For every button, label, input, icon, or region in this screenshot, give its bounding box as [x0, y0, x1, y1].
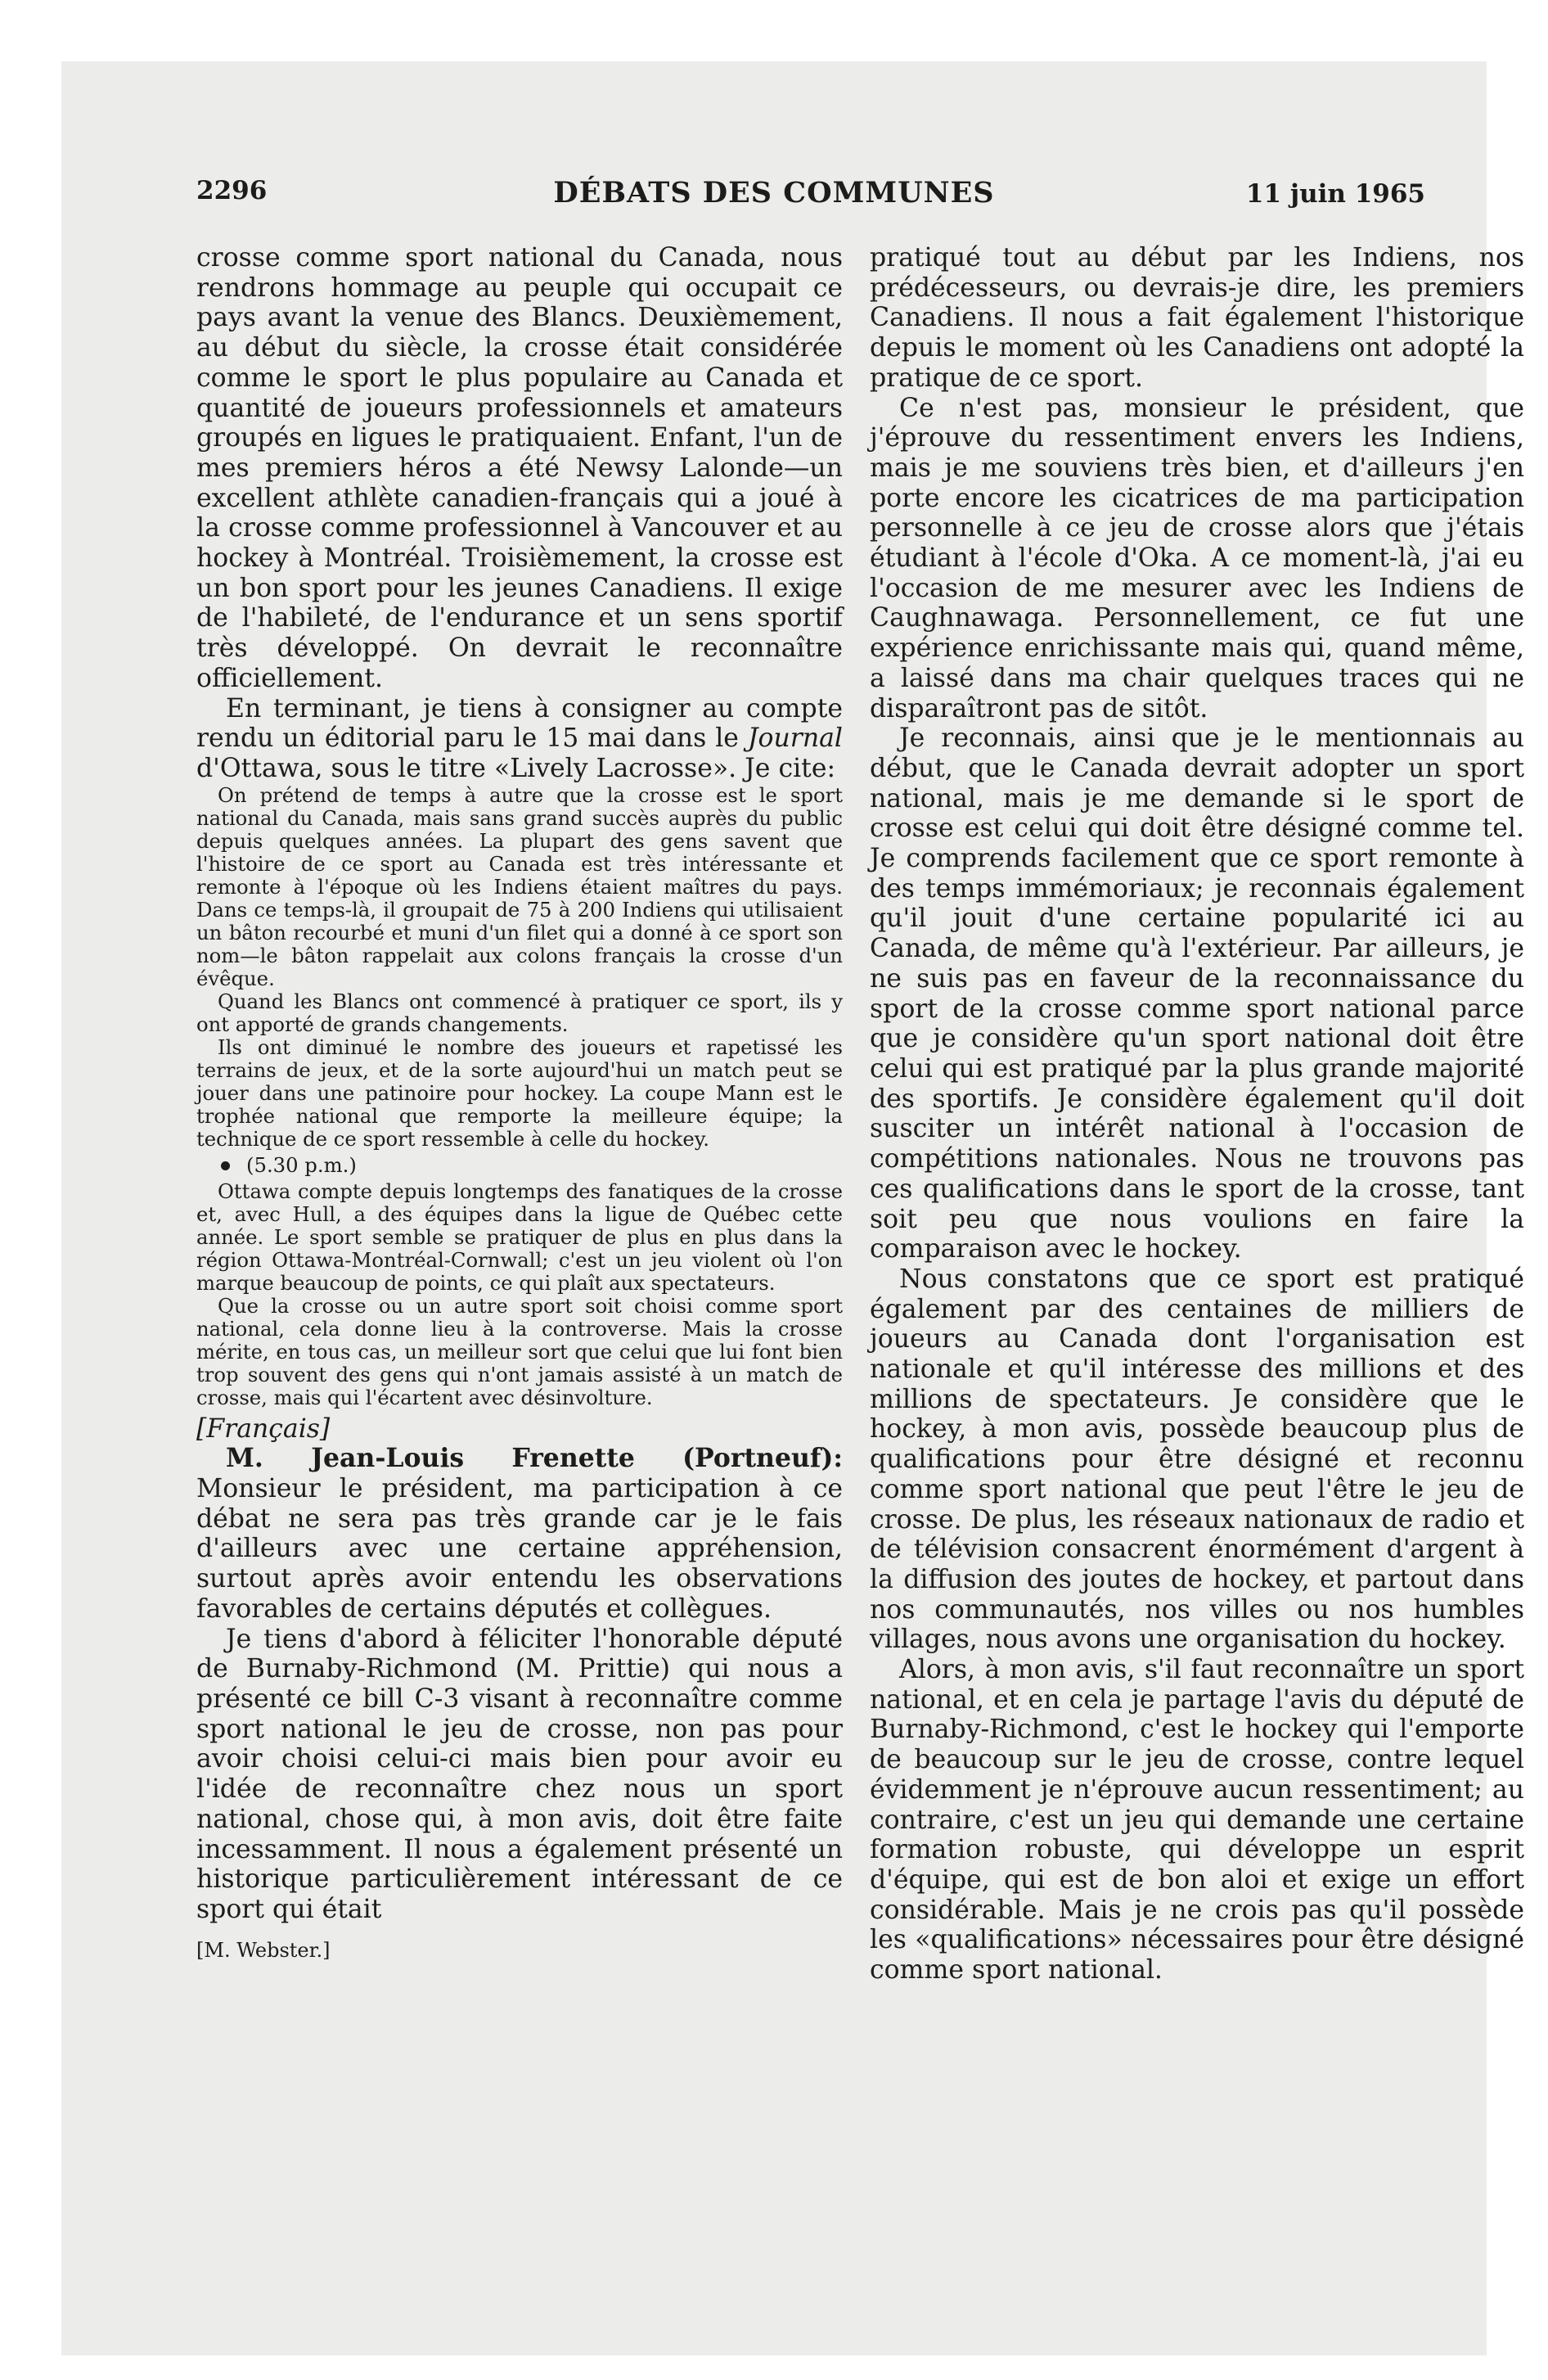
paragraph	[196, 1444, 843, 1624]
journal-title: DÉBATS DES COMMUNES	[553, 176, 995, 210]
speaker-footer: [M. Webster.]	[196, 1938, 331, 1962]
language-tag: [Français]	[196, 1413, 331, 1444]
issue-date: 11 juin 1965	[1245, 179, 1425, 209]
quote-paragraph: Ottawa compte depuis longtemps des fanatiques de la crosse et, avec Hull, a des équipes dans la ligue de Québec cette année. Le sport semble se pratiquer de plus en plus dans la région Ottawa-Montréal-Cornwall; c'est un jeu violent où l'on marque beaucoup de points, ce qui plaît aux spectateurs.	[196, 1179, 843, 1295]
speaker-name: M. Jean-Louis Frenette (Portneuf):	[226, 1443, 843, 1474]
paragraph-text: En terminant, je tiens à consigner au compte rendu un éditorial paru le 15 mai dans le	[196, 693, 843, 754]
quote-paragraph: Quand les Blancs ont commencé à pratiquer ce sport, ils y ont apporté de grands changements.	[196, 989, 843, 1036]
paragraph: Je tiens d'abord à féliciter l'honorable député de Burnaby-Richmond (M. Prittie) qui nous a présenté ce bill C-3 visant à reconnaître comme sport national le jeu de crosse, non pas pour avoir choisi celui-ci mais bien pour avoir eu l'idée de reconnaître chez nous un sport national, chose qui, à mon avis, doit être faite incessamment. Il nous a également présenté un historique particulièrement intéressant de ce sport qui était	[196, 1624, 843, 1924]
paragraph: Alors, à mon avis, s'il faut reconnaître un sport national, et en cela je partage l'avis du député de Burnaby-Richmond, c'est le hockey qui l'emporte de beaucoup sur le jeu de crosse, contre lequel évidemment je n'éprouve aucun ressentiment; au contraire, c'est un jeu qui demande une certaine formation robuste, qui développe un esprit d'équipe, qui est de bon aloi et exige un effort considérable. Mais je ne crois pas qu'il possède les «qualifications» nécessaires pour être désigné comme sport national.	[870, 1655, 1524, 1986]
paragraph: crosse comme sport national du Canada, nous rendrons hommage au peuple qui occupait ce pays avant la venue des Blancs. Deuxièmement, au début du siècle, la crosse était considérée comme le sport le plus populaire au Canada et quantité de joueurs professionnels et amateurs groupés en ligues le pratiquaient. Enfant, l'un de mes premiers héros a été Newsy Lalonde—un excellent athlète canadien-français qui a joué à la crosse comme professionnel à Vancouver et au hockey à Montréal. Troisièmement, la crosse est un bon sport pour les jeunes Canadiens. Il exige de l'habileté, de l'endurance et un sens sportif très développé. On devrait le reconnaître officiellement.	[196, 243, 843, 693]
time-stamp	[196, 1152, 843, 1179]
time-stamp-text: (5.30 p.m.)	[246, 1152, 357, 1177]
page-sheet	[61, 61, 1524, 2355]
quote-paragraph: Ils ont diminué le nombre des joueurs et rapetissé les terrains de jeux, et de la sorte aujourd'hui un match peut se jouer dans une patinoire pour hockey. La coupe Mann est le trophée national que remporte la meilleure équipe; la technique de ce sport ressemble à celle du hockey.	[196, 1034, 843, 1151]
quote-paragraph: On prétend de temps à autre que la crosse est le sport national du Canada, mais sans grand succès auprès du public depuis quelques années. La plupart des gens savent que l'histoire de ce sport au Canada est très intéressante et remonte à l'époque où les Indiens étaient maîtres du pays. Dans ce temps-là, il groupait de 75 à 200 Indiens qui utilisaient un bâton recourbé et muni d'un filet qui a donné à ce sport son nom—le bâton rappelait aux colons français la crosse d'un évêque.	[196, 782, 843, 990]
bullet-icon	[221, 1161, 230, 1170]
right-column	[870, 243, 1524, 1986]
paragraph-text: d'Ottawa, sous le titre «Lively Lacrosse». Je cite:	[196, 753, 836, 783]
editorial-quote	[196, 784, 843, 1409]
paragraph-text: Monsieur le président, ma participation à ce débat ne sera pas très grande car je le fais d'ailleurs avec une certaine appréhension, surtout après avoir entendu les observations favorables de certains députés et collègues.	[196, 1474, 843, 1624]
page-number: 2296	[196, 176, 268, 205]
paragraph	[196, 694, 843, 784]
paragraph: Je reconnais, ainsi que je le mentionnais au début, que le Canada devrait adopter un sport national, mais je me demande si le sport de crosse est celui qui doit être désigné comme tel. Je comprends facilement que ce sport remonte à des temps immémoriaux; je reconnais également qu'il jouit d'une certaine popularité ici au Canada, de même qu'à l'extérieur. Par ailleurs, je ne suis pas en faveur de la reconnaissance du sport de la crosse comme sport national parce que je considère qu'un sport national doit être celui qui est pratiqué par la plus grande majorité des sportifs. Je considère également qu'il doit susciter un intérêt national à l'occasion de compétitions nationales. Nous ne trouvons pas ces qualifications dans le sport de la crosse, tant soit peu que nous voulions en faire la comparaison avec le hockey.	[870, 723, 1524, 1264]
paragraph: pratiqué tout au début par les Indiens, nos prédécesseurs, ou devrais-je dire, les premiers Canadiens. Il nous a fait également l'historique depuis le moment où les Canadiens ont adopté la pratique de ce sport.	[870, 243, 1524, 393]
paragraph: Ce n'est pas, monsieur le président, que j'éprouve du ressentiment envers les Indiens, mais je me souviens très bien, et d'ailleurs j'en porte encore les cicatrices de ma participation personnelle à ce jeu de crosse alors que j'étais étudiant à l'école d'Oka. A ce moment-là, j'ai eu l'occasion de me mesurer avec les Indiens de Caughnawaga. Personnellement, ce fut une expérience enrichissante mais qui, quand même, a laissé dans ma chair quelques traces qui ne disparaîtront pas de sitôt.	[870, 393, 1524, 723]
newspaper-name: Journal	[747, 723, 843, 754]
paragraph: Nous constatons que ce sport est pratiqué également par des centaines de milliers de joueurs au Canada dont l'organisation est nationale et qu'il intéresse des millions et des millions de spectateurs. Je considère que le hockey, à mon avis, possède beaucoup plus de qualifications pour être désigné et reconnu comme sport national que peut l'être le jeu de crosse. De plus, les réseaux nationaux de radio et de télévision consacrent énormément d'argent à la diffusion des joutes de hockey, et partout dans nos communautés, nos villes ou nos humbles villages, nous avons une organisation du hockey.	[870, 1264, 1524, 1655]
left-column	[196, 243, 843, 1963]
running-header	[61, 176, 1487, 217]
quote-paragraph: Que la crosse ou un autre sport soit choisi comme sport national, cela donne lieu à la controverse. Mais la crosse mérite, en tous cas, un meilleur sort que celui que lui font bien trop souvent des gens qui n'ont jamais assisté à un match de crosse, mais qui l'écartent avec désinvolture.	[196, 1293, 843, 1409]
